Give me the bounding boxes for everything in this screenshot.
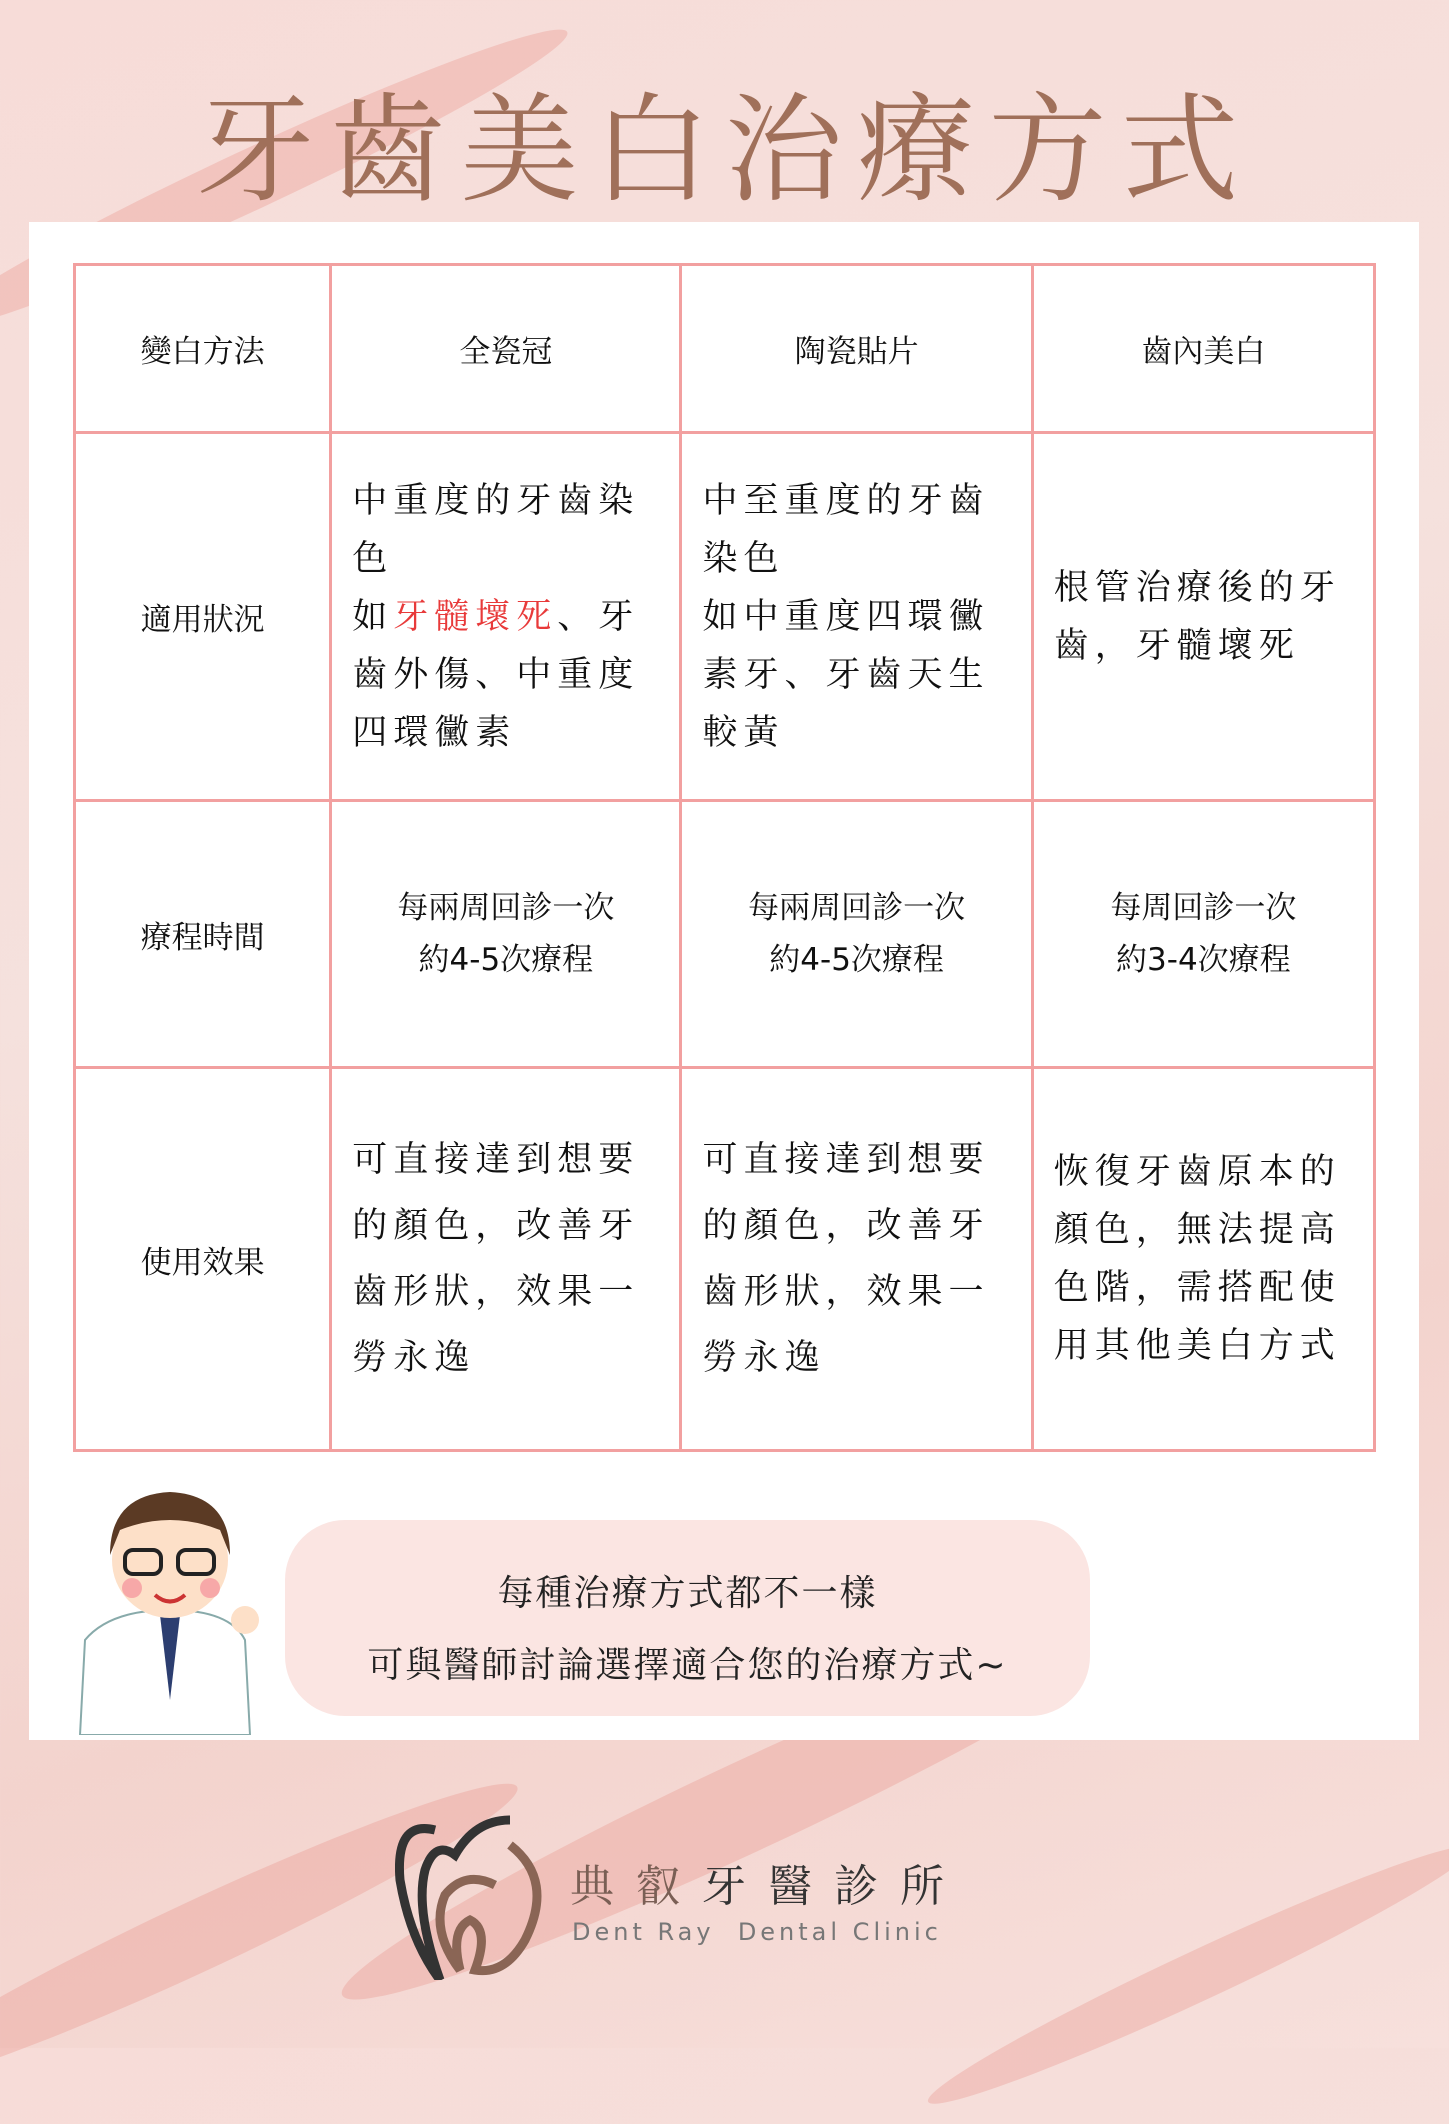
header-internal-whitening: 齒內美白	[1032, 265, 1374, 433]
row-label: 適用狀況	[75, 433, 331, 801]
cell-text: 、牙齒外傷、中重度四環黴素	[352, 596, 640, 753]
table-cell	[331, 433, 681, 801]
clinic-name-part: 牙醫診所	[702, 1861, 966, 1912]
cell-text: 如	[352, 596, 394, 637]
table-row	[75, 433, 1375, 801]
bubble-line: 可與醫師討論選擇適合您的治療方式~	[367, 1645, 1008, 1686]
cell-text: 每兩周回診一次	[748, 890, 966, 926]
table-row	[75, 1068, 1375, 1451]
table-cell	[1032, 801, 1374, 1068]
cell-text: 約3-4次療程	[1116, 942, 1291, 978]
clinic-name-part: 典叡	[570, 1861, 702, 1912]
table-cell: 中至重度的牙齒染色 如中重度四環黴素牙、牙齒天生較黃	[681, 433, 1032, 801]
header-veneer: 陶瓷貼片	[681, 265, 1032, 433]
table-header-row	[75, 265, 1375, 433]
cell-text: 中重度的牙齒染色	[352, 480, 640, 579]
cell-text: 每兩周回診一次	[397, 890, 615, 926]
cell-text: 約4-5次療程	[769, 942, 944, 978]
header-method: 變白方法	[75, 265, 331, 433]
highlight-text: 牙髓壞死	[393, 596, 558, 637]
table-cell: 可直接達到想要的顏色，改善牙齒形狀，效果一勞永逸	[681, 1068, 1032, 1451]
table-cell: 根管治療後的牙齒，牙髓壞死	[1032, 433, 1374, 801]
clinic-name	[570, 1850, 966, 1914]
clinic-logo-icon	[395, 1810, 555, 1980]
row-label: 療程時間	[75, 801, 331, 1068]
table-cell	[681, 801, 1032, 1068]
speech-bubble	[285, 1520, 1090, 1716]
cell-text: 約4-5次療程	[418, 942, 594, 978]
table-cell: 可直接達到想要的顏色，改善牙齒形狀，效果一勞永逸	[331, 1068, 681, 1451]
header-full-crown: 全瓷冠	[331, 265, 681, 433]
comparison-table	[73, 263, 1376, 1452]
page-title: 牙齒美白治療方式	[196, 81, 1253, 219]
cell-text: 每周回診一次	[1110, 890, 1297, 926]
table-cell: 恢復牙齒原本的顏色，無法提高色階，需搭配使用其他美白方式	[1032, 1068, 1374, 1451]
table-cell	[331, 801, 681, 1068]
bubble-line: 每種治療方式都不一樣	[497, 1573, 878, 1614]
row-label: 使用效果	[75, 1068, 331, 1451]
table-row	[75, 801, 1375, 1068]
clinic-english-name: Dent Ray Dental Clinic	[572, 1918, 942, 1946]
doctor-illustration	[70, 1470, 270, 1735]
